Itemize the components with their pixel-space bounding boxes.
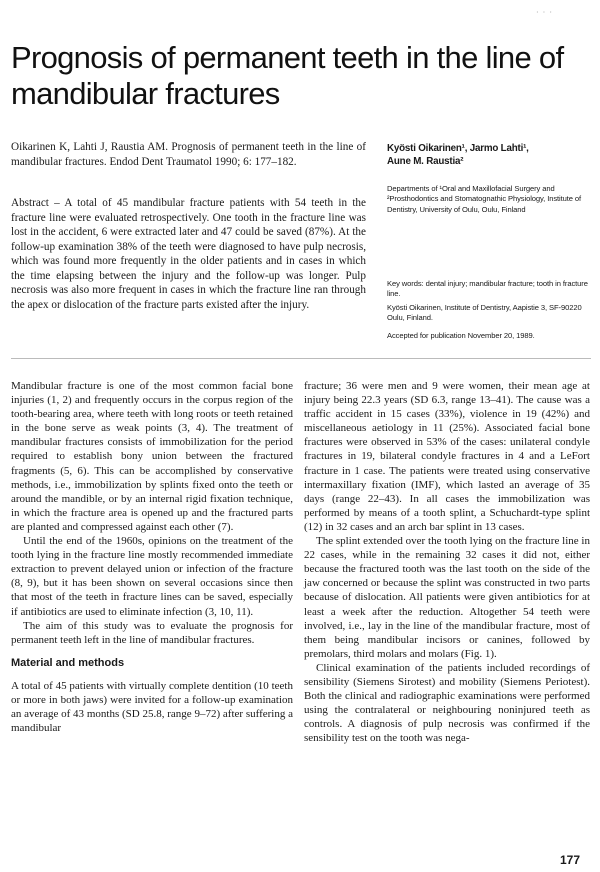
authors-line-2: Aune M. Raustia² [387, 156, 464, 167]
paragraph: The splint extended over the tooth lying on the fracture line in 22 cases, while in the remaining 32 cases it did not, either because the fractured tooth was the last tooth on the side of the jaw concerned or because the splint was constructed in two parts because of dislocation. All patients were given antibiotics for at least a week after the reduction. Altogether 54 teeth were involved, i.e., lay in the line of the mandibular fracture, most of them being mandibular incisors or canines, followed by premolars, third molars and molars (Fig. 1). [304, 535, 590, 660]
paragraph: The aim of this study was to evaluate the prognosis for permanent teeth left in the line of mandibular fractures. [11, 619, 293, 646]
keywords: Key words: dental injury; mandibular fracture; tooth in fracture line. [387, 279, 588, 299]
section-heading: Material and methods [11, 656, 125, 669]
paragraph: fracture; 36 were men and 9 were women, their mean age at injury being 22.3 years (SD 6.3, range 13–41). The cause was a traffic accident in 15 cases (33%), violence in 19 (42%) and miscellaneous aetiology in 11 (25%). Associated facial bone fractures were observed in 53% of the cases: unilateral condyle fractures in 19, bilateral condyle fractures in 4 and a LeFort fracture in 1 case. The patients were treated using conservative intermaxillary fixation (IMF), which lasted an average of 35 days (range 22–43). In all cases the immobilization was performed by means of a tooth splint, a Schuchardt-type splint (12) in 32 cases and an arch bar splint in 13 cases. [304, 380, 590, 533]
page-number: 177 [560, 853, 581, 867]
section-divider [11, 358, 591, 359]
abstract: Abstract – A total of 45 mandibular fracture patients with 54 teeth in the fracture line were evaluated retrospectively. One tooth in the fracture line was lost in the accident, 6 were extracted later and 47 could be saved (87%). At the follow-up examination 38% of the teeth were diagnosed to have pulp necrosis, which was found more frequently in the older patients and in cases in which the time elapsing between the injury and the follow-up was longer. Pulp necrosis was also more frequent in cases in which the fracture line ran through the apex or dislocation of the fracture parts existed after the injury. [11, 197, 366, 311]
paragraph: A total of 45 patients with virtually complete dentition (10 teeth or more in both jaws) were invited for a follow-up examination an average of 43 months (SD 25.8, range 9–72) after suffering a mandibular [11, 679, 293, 735]
citation: Oikarinen K, Lahti J, Raustia AM. Prognosis of permanent teeth in the line of mandibular fractures. Endod Dent Traumatol 1990; 6: 177–182. [11, 141, 366, 168]
accepted-date: Accepted for publication November 20, 1989. [387, 331, 535, 340]
authors [387, 142, 587, 168]
page-title: Prognosis of permanent teeth in the line of mandibular fractures [11, 40, 564, 111]
authors-line-1: Kyösti Oikarinen¹, Jarmo Lahti¹, [387, 143, 529, 154]
corner-mark: · · · [536, 8, 553, 17]
paragraph: Clinical examination of the patients included recordings of sensibility (Siemens Sirotest) and mobility (Siemens Periotest). Both the clinical and radiographic examinations were performed using the contralateral or neighbouring noninjured teeth as controls. A diagnosis of pulp necrosis was confirmed if the sensibility test on the tooth was nega- [304, 661, 590, 745]
paragraph: Mandibular fracture is one of the most common facial bone injuries (1, 2) and frequently occurs in the corpus region of the tooth-bearing area, where teeth with long roots or teeth retained in the bone serve as weak points (3, 4). The treatment of mandibular fractures consists of immobilization for the period required to establish bony union between the fractured fragments (5, 6). This can be accomplished by conservative methods, i.e., immobilization by splints fixed onto the teeth or around the mandible, or by an internal rigid fixation technique, in which the fracture area is opened up and the fractured parts are planted and compressed against each other (7). [11, 380, 293, 533]
correspondence-address: Kyösti Oikarinen, Institute of Dentistry, Aapistie 3, SF-90220 Oulu, Finland. [387, 303, 582, 323]
body-column-left [11, 379, 293, 735]
affiliation: Departments of ¹Oral and Maxillofacial Surgery and ²Prosthodontics and Stomatognathic Physiology, Institute of Dentistry, University of Oulu, Oulu, Finland [387, 184, 582, 214]
paragraph: Until the end of the 1960s, opinions on the treatment of the tooth lying in the fracture line mostly recommended immediate extraction to prevent delayed union or infection of the fracture (8, 9), but it has been shown on several occasions since then that most of the teeth in fracture lines can be saved, especially if antibiotics are used to eliminate infection (3, 10, 11). [11, 535, 293, 618]
body-column-right [304, 379, 590, 745]
